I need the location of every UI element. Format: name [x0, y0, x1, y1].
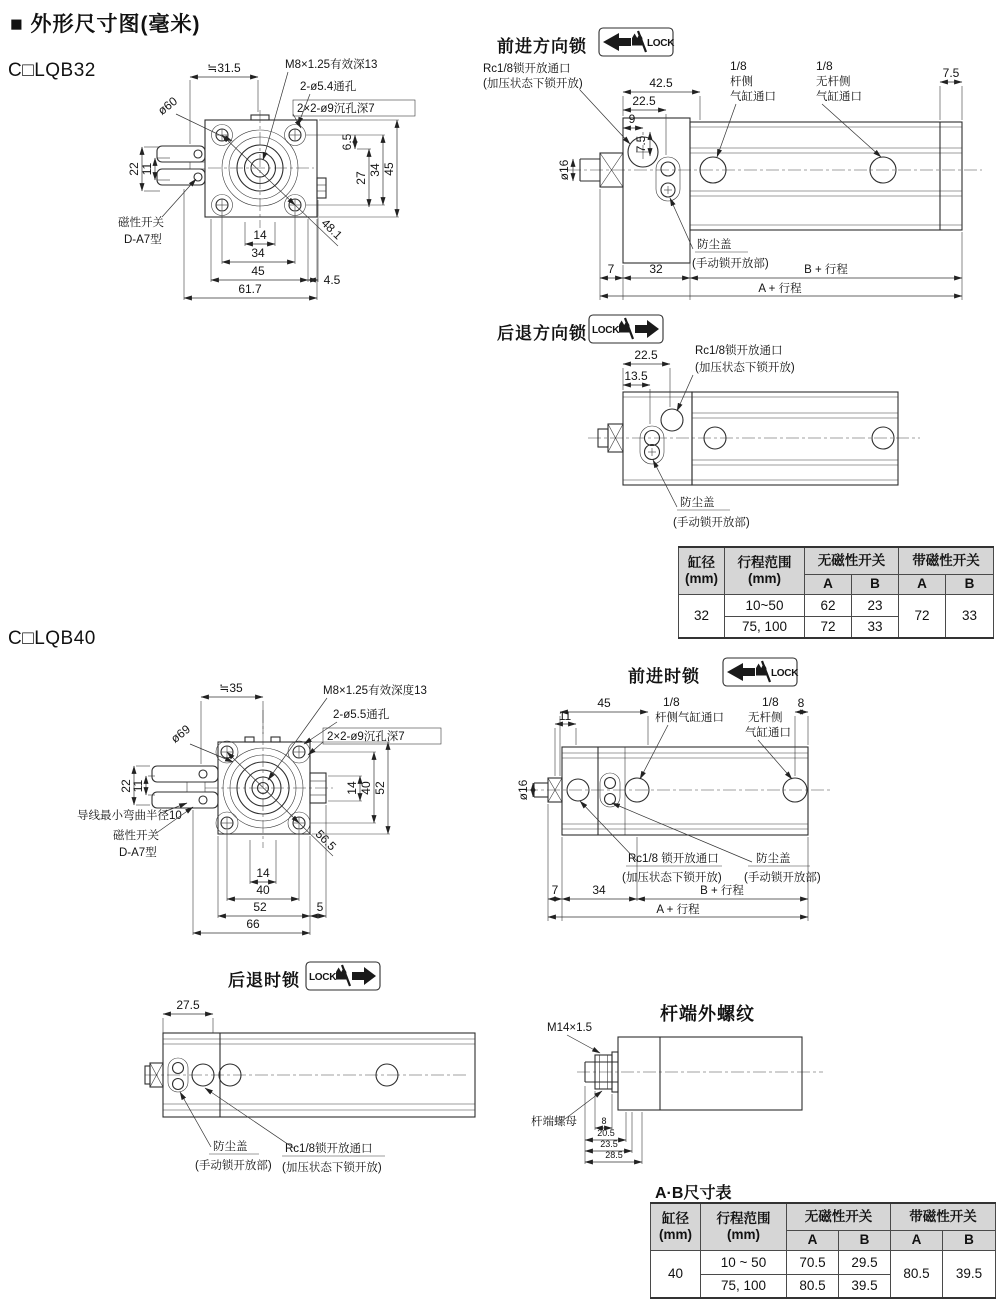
dust-note-2: (手动锁开放部)	[195, 1160, 272, 1172]
rod-end-body	[577, 1037, 823, 1110]
dim-27: 27	[354, 171, 368, 185]
dim-b-stroke: B + 行程	[804, 264, 848, 276]
dim-40-bottom: 40	[256, 883, 270, 897]
dim-14-right: 14	[345, 781, 359, 795]
bore-unit: (mm)	[685, 570, 718, 586]
rod-end-notes	[531, 1022, 602, 1128]
switch-note-1: 磁性开关	[118, 217, 164, 229]
port1-note-2: 气缸通口	[730, 91, 776, 103]
cell-a: 72	[805, 616, 852, 638]
lqb32-forward-view-drawing	[480, 56, 1000, 311]
cell-with-b: 33	[946, 594, 994, 638]
col-b: B	[852, 574, 899, 594]
dim-6-5: 6.5	[340, 133, 354, 151]
port2-note-1: 无杆侧	[816, 76, 851, 88]
lock-badge-text: LOCK	[771, 668, 799, 679]
dim-11: 11	[558, 709, 572, 723]
rc-port-note-1: Rc1/8锁开放通口	[285, 1143, 373, 1155]
dim-diag: 56.5	[312, 826, 340, 854]
dim-34-right: 34	[368, 163, 382, 177]
dim-b-stroke: B + 行程	[700, 885, 744, 897]
dim-8: 8	[797, 696, 805, 710]
heading-lqb32-forward-lock: 前进方向锁	[497, 37, 587, 56]
dim-40-right: 40	[359, 781, 373, 795]
lqb32-front-notes	[118, 57, 415, 246]
cell-bore: 40	[651, 1250, 701, 1298]
col-header-without-switch: 无磁性开关	[787, 1203, 891, 1230]
dim-45: 45	[597, 696, 611, 710]
col-b: B	[943, 1230, 996, 1250]
dim-7: 7	[551, 883, 559, 897]
dim-66: 66	[246, 917, 260, 931]
dust-note-1: 防尘盖	[680, 497, 715, 509]
dim-61-7: 61.7	[238, 282, 262, 296]
cell-b: 39.5	[839, 1274, 891, 1298]
col-b: B	[946, 574, 994, 594]
lqb40-forward-body	[525, 747, 830, 835]
dim-8: 8	[601, 1116, 607, 1126]
rc-port-note-1: Rc1/8锁开放通口	[695, 345, 783, 357]
lqb32-spec-table	[678, 546, 994, 639]
lqb32-backward-dimensions	[623, 348, 670, 424]
dim-4-5: 4.5	[323, 273, 341, 287]
dim-a-stroke: A + 行程	[758, 283, 802, 295]
page-title: ■ 外形尺寸图(毫米)	[10, 13, 201, 36]
port2-note-1: 无杆侧	[748, 712, 783, 724]
rod-nut-note: 杆端螺母	[531, 1116, 577, 1128]
lqb40-front-view-drawing	[75, 652, 445, 952]
stroke-unit: (mm)	[748, 570, 781, 586]
rc-port-note-2: (加压状态下锁开放)	[483, 78, 583, 90]
lock-badge-text: LOCK	[592, 325, 620, 336]
lqb40-backward-view-drawing	[145, 992, 480, 1192]
lqb40-backward-notes	[180, 1088, 385, 1174]
dim-42-5: 42.5	[649, 76, 673, 90]
thread-note: M14×1.5	[547, 1022, 593, 1034]
rc-port-note-2: (加压状态下锁开放)	[695, 362, 795, 374]
ab-table-caption: A·B尺寸表	[655, 1185, 732, 1202]
rc-port-note-2: (加压状态下锁开放)	[622, 872, 722, 884]
cell-b: 29.5	[839, 1250, 891, 1274]
table-row	[679, 594, 994, 616]
lqb40-backward-dimensions	[163, 998, 213, 1033]
cell-with-b: 39.5	[943, 1250, 996, 1298]
port1-note-1: 杆侧	[730, 76, 753, 88]
port2-note-2: 气缸通口	[745, 727, 791, 739]
stroke-label: 行程范围	[716, 1211, 771, 1227]
right-arrow-icon	[352, 967, 376, 985]
forward-lock-icon	[722, 657, 798, 687]
dim-52-bottom: 52	[253, 900, 267, 914]
cell-stroke: 10 ~ 50	[701, 1250, 787, 1274]
cell-stroke: 10~50	[725, 594, 805, 616]
table-row	[651, 1250, 996, 1274]
col-header-stroke	[701, 1203, 787, 1250]
port2-size: 1/8	[816, 59, 833, 73]
heading-lqb40-forward-lock: 前进时锁	[628, 667, 700, 686]
col-header-bore	[651, 1203, 701, 1250]
lqb40-backward-body	[145, 1033, 475, 1117]
cell-b: 33	[852, 616, 899, 638]
dim-14-bottom: 14	[256, 866, 270, 880]
lqb32-backward-body	[588, 392, 920, 485]
lqb32-forward-body	[568, 118, 982, 263]
dim-23-5: 23.5	[600, 1139, 618, 1149]
cell-a: 70.5	[787, 1250, 839, 1274]
dim-7-5-right: 7.5	[942, 66, 960, 80]
lqb32-front-view-drawing	[110, 52, 455, 347]
dust-note-2: (手动锁开放部)	[692, 258, 769, 270]
dim-22-5: 22.5	[634, 348, 658, 362]
heading-lqb40-backward-lock: 后退时锁	[228, 971, 300, 990]
rc-port-note-1: Rc1/8锁开放通口	[483, 63, 571, 75]
cell-with-a: 80.5	[891, 1250, 943, 1298]
port2-note-2: 气缸通口	[816, 91, 862, 103]
cell-bore: 32	[679, 594, 725, 638]
dim-width: ≒35	[219, 681, 243, 695]
dim-34: 34	[592, 883, 606, 897]
left-arrow-icon	[603, 33, 631, 51]
cell-b: 23	[852, 594, 899, 616]
dim-22: 22	[127, 162, 141, 176]
port1-size: 1/8	[663, 695, 680, 709]
lqb40-forward-notes	[580, 695, 821, 884]
cell-stroke: 75, 100	[701, 1274, 787, 1298]
col-header-with-switch: 带磁性开关	[891, 1203, 996, 1230]
dim-20-5: 20.5	[597, 1128, 615, 1138]
lock-badge-text: LOCK	[309, 972, 337, 983]
dim-52-right: 52	[373, 781, 387, 795]
dim-27-5: 27.5	[176, 998, 200, 1012]
dim-11: 11	[131, 779, 145, 793]
col-header-with-switch: 带磁性开关	[899, 547, 994, 574]
dim-7: 7	[607, 262, 615, 276]
dim-28-5: 28.5	[605, 1150, 623, 1160]
wire-note: 导线最小弯曲半径10	[77, 810, 182, 822]
port1-note: 杆侧气缸通口	[655, 712, 724, 724]
dim-5: 5	[316, 900, 324, 914]
col-header-stroke	[725, 547, 805, 594]
stroke-unit: (mm)	[727, 1226, 760, 1242]
col-header-without-switch: 无磁性开关	[805, 547, 899, 574]
left-arrow-icon	[727, 663, 755, 681]
stroke-label: 行程范围	[737, 555, 792, 571]
switch-note-2: D-A7型	[119, 847, 157, 859]
dust-note-2: (手动锁开放部)	[744, 872, 821, 884]
heading-rod-end-thread: 杆端外螺纹	[660, 1004, 755, 1024]
dim-diag: 48.1	[318, 215, 346, 243]
dim-34-bottom: 34	[251, 246, 265, 260]
model-lqb40: C□LQB40	[8, 628, 96, 649]
dim-14-bottom: 14	[253, 228, 267, 242]
col-a: A	[891, 1230, 943, 1250]
rc-port-note-2: (加压状态下锁开放)	[282, 1162, 382, 1174]
dim-a-stroke: A + 行程	[656, 904, 700, 916]
lqb32-backward-view-drawing	[560, 340, 1000, 540]
circle-dia: ø69	[168, 721, 193, 746]
dust-note-1: 防尘盖	[756, 853, 791, 865]
dust-note-1: 防尘盖	[697, 239, 732, 251]
through-hole-note: 2-ø5.4通孔	[300, 81, 357, 93]
cell-a: 62	[805, 594, 852, 616]
bore-label: 缸径	[662, 1211, 689, 1227]
rod-end-thread-drawing	[525, 995, 865, 1170]
rod-dia: ø16	[557, 159, 571, 181]
right-arrow-icon	[635, 320, 659, 338]
counterbore-note: 2×2-ø9沉孔深7	[327, 731, 405, 743]
lqb40-forward-view-drawing	[500, 690, 1000, 925]
lqb32-backward-notes	[653, 343, 795, 529]
forward-lock-icon	[598, 27, 674, 57]
through-hole-note: 2-ø5.5通孔	[333, 709, 390, 721]
lock-badge-text: LOCK	[647, 38, 675, 49]
col-a: A	[805, 574, 852, 594]
circle-dia: ø60	[155, 93, 180, 118]
col-header-bore	[679, 547, 725, 594]
lqb40-spec-table	[650, 1202, 996, 1299]
counterbore-note: 2×2-ø9沉孔深7	[297, 103, 375, 115]
switch-note-1: 磁性开关	[113, 830, 159, 842]
dim-width: ≒31.5	[207, 61, 241, 75]
rod-dia: ø16	[516, 779, 530, 801]
thread-note: M8×1.25有效深13	[285, 59, 378, 71]
dust-note-1: 防尘盖	[213, 1141, 248, 1153]
backward-lock-icon	[305, 961, 381, 991]
dim-7-5-vert: 7.5	[634, 135, 648, 153]
bore-unit: (mm)	[659, 1226, 692, 1242]
cell-a: 80.5	[787, 1274, 839, 1298]
lqb32-forward-notes	[483, 59, 881, 270]
bore-label: 缸径	[688, 555, 715, 571]
dim-45-bottom: 45	[251, 264, 265, 278]
dim-11: 11	[140, 162, 154, 176]
col-a: A	[787, 1230, 839, 1250]
col-a: A	[899, 574, 946, 594]
heading-lqb32-backward-lock: 后退方向锁	[497, 324, 587, 343]
dim-13-5: 13.5	[624, 369, 648, 383]
port1-size: 1/8	[730, 59, 747, 73]
dim-22: 22	[119, 779, 133, 793]
dim-32: 32	[649, 262, 663, 276]
switch-note-2: D-A7型	[124, 234, 162, 246]
col-b: B	[839, 1230, 891, 1250]
dim-45-right: 45	[382, 162, 396, 176]
model-lqb32: C□LQB32	[8, 60, 96, 81]
rc-port-note-1: Rc1/8 锁开放通口	[628, 853, 719, 865]
thread-note: M8×1.25有效深度13	[323, 685, 427, 697]
dust-note-2: (手动锁开放部)	[673, 517, 750, 529]
cell-stroke: 75, 100	[725, 616, 805, 638]
dim-9: 9	[628, 112, 636, 126]
dim-22-5: 22.5	[632, 94, 656, 108]
cell-with-a: 72	[899, 594, 946, 638]
port2-size: 1/8	[762, 695, 779, 709]
